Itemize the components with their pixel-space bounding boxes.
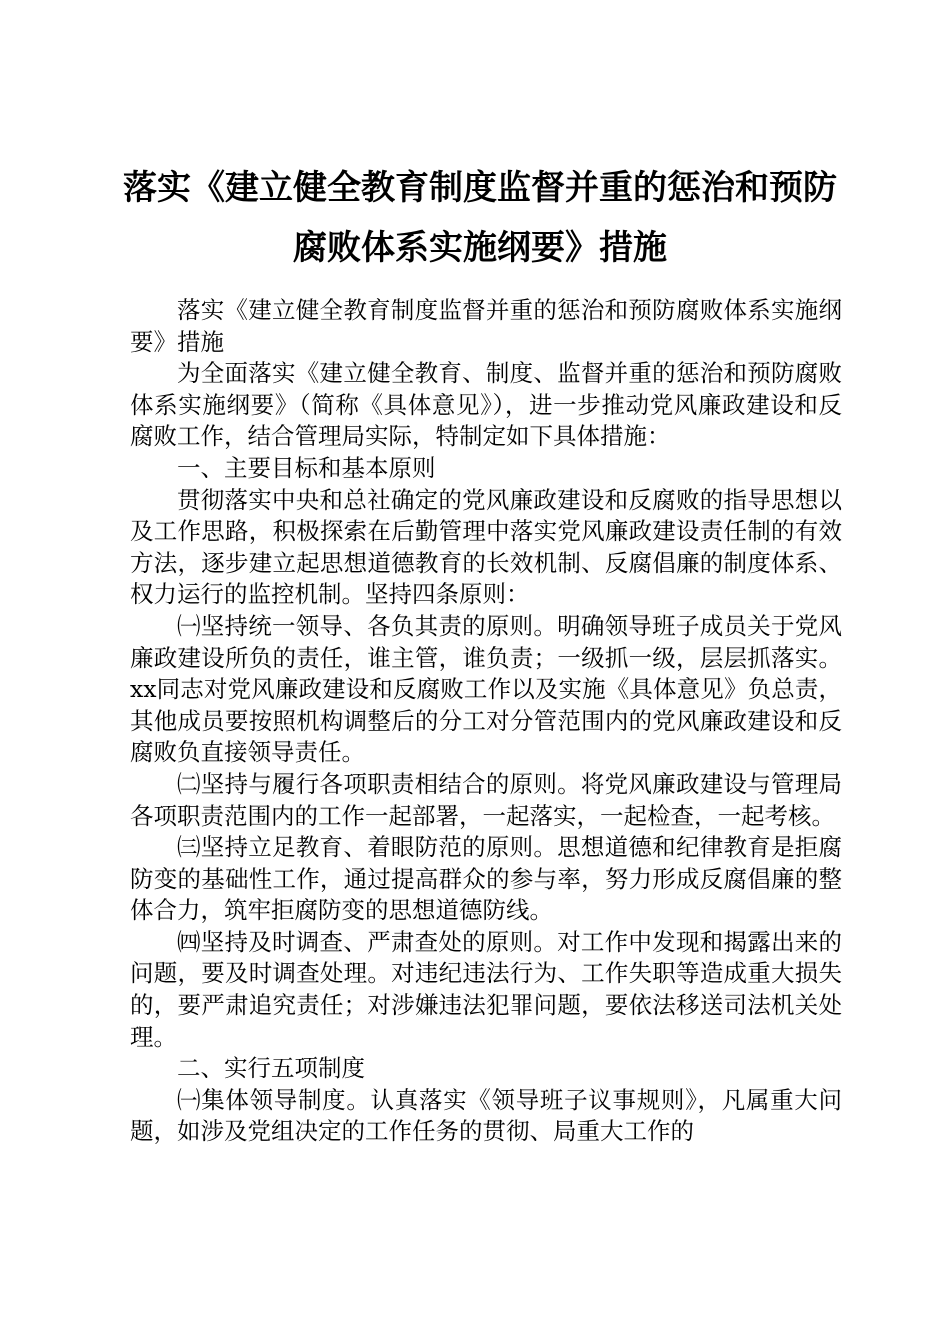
principle-2: ㈡坚持与履行各项职责相结合的原则。将党风廉政建设与管理局各项职责范围内的工作一起部署，一起落实，一起检查，一起考核。 bbox=[130, 769, 842, 830]
paragraph-guiding-thought: 贯彻落实中央和总社确定的党风廉政建设和反腐败的指导思想以及工作思路，积极探索在后勤管理中落实党风廉政建设责任制的有效方法，逐步建立起思想道德教育的长效机制、反腐倡廉的制度体系、权力运行的监控机制。坚持四条原则： bbox=[130, 485, 842, 609]
document-title: 落实《建立健全教育制度监督并重的惩治和预防腐败体系实施纲要》措施 bbox=[123, 168, 837, 268]
system-1: ㈠集体领导制度。认真落实《领导班子议事规则》，凡属重大问题，如涉及党组决定的工作任务的贯彻、局重大工作的 bbox=[130, 1085, 842, 1146]
section-heading-2: 二、实行五项制度 bbox=[177, 1054, 365, 1083]
principle-4: ㈣坚持及时调查、严肃查处的原则。对工作中发现和揭露出来的问题，要及时调查处理。对违纪违法行为、工作失职等造成重大损失的，要严肃追究责任；对涉嫌违法犯罪问题，要依法移送司法机关处理。 bbox=[130, 927, 842, 1051]
section-heading-1: 一、主要目标和基本原则 bbox=[177, 453, 436, 482]
paragraph-repeat-title: 落实《建立健全教育制度监督并重的惩治和预防腐败体系实施纲要》措施 bbox=[130, 296, 842, 356]
document-body bbox=[130, 295, 842, 1148]
paragraph-intro: 为全面落实《建立健全教育、制度、监督并重的惩治和预防腐败体系实施纲要》（简称《具体意见》），进一步推动党风廉政建设和反腐败工作，结合管理局实际，特制定如下具体措施： bbox=[130, 359, 842, 451]
principle-1: ㈠坚持统一领导、各负其责的原则。明确领导班子成员关于党风廉政建设所负的责任，谁主管，谁负责；一级抓一级，层层抓落实。xx同志对党风廉政建设和反腐败工作以及实施《具体意见》负总责，其他成员要按照机构调整后的分工对分管范围内的党风廉政建设和反腐败负直接领导责任。 bbox=[130, 611, 842, 767]
principle-3: ㈢坚持立足教育、着眼防范的原则。思想道德和纪律教育是拒腐防变的基础性工作，通过提高群众的参与率，努力形成反腐倡廉的整体合力，筑牢拒腐防变的思想道德防线。 bbox=[130, 833, 842, 925]
